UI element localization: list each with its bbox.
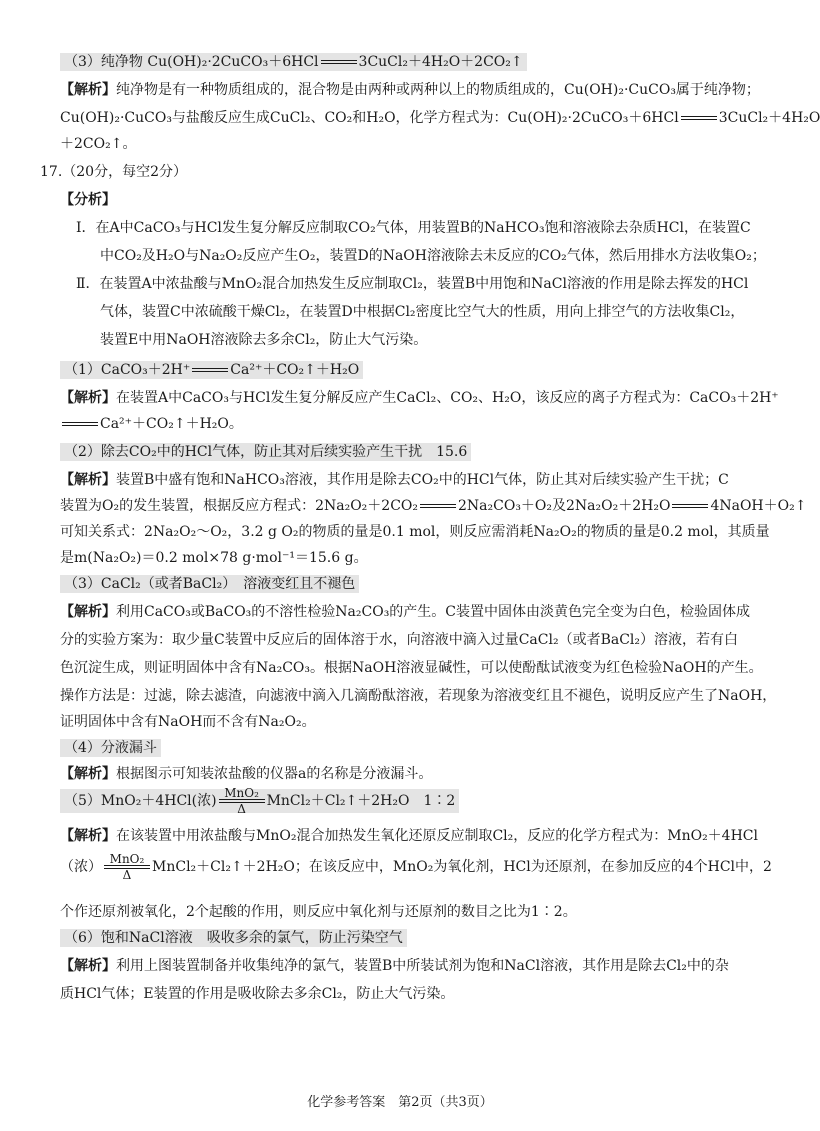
text: 利用CaCO₃或BaCO₃的不溶性检验Na₂CO₃的产生。C装置中固体由淡黄色完全变为白色，检验固体成 <box>116 604 751 620</box>
catalyst-label: MnO₂ <box>109 852 145 866</box>
explanation-17-3-line4 <box>60 686 776 706</box>
equals-sign <box>321 60 357 64</box>
analysis-II-line3 <box>100 330 427 350</box>
explanation-16-3-line2 <box>60 108 820 128</box>
text: 在该装置中用浓盐酸与MnO₂混合加热发生氧化还原反应制取Cl₂，反应的化学方程式为：MnO₂＋4HCl <box>116 828 758 844</box>
explanation-17-1-line2 <box>60 414 243 434</box>
explanation-17-1-line1 <box>60 388 779 408</box>
reaction-condition <box>219 787 265 815</box>
text: 纯净物是有一种物质组成的，混合物是由两种或两种以上的物质组成的，Cu(OH)₂·CuCO₃属于纯净物； <box>116 82 760 98</box>
text: 3CuCl₂＋4H₂O <box>718 110 820 126</box>
jiexi-tag: 【解析】 <box>60 472 116 488</box>
explanation-17-3-line3 <box>60 658 763 678</box>
text: Ca²⁺＋CO₂↑＋H₂O <box>230 362 360 378</box>
answer-17-6 <box>60 928 407 948</box>
analysis-II-line1 <box>76 274 748 294</box>
page-footer: 化学参考答案 第2页（共3页） <box>307 1095 493 1110</box>
equals-sign <box>420 504 456 508</box>
equals-sign <box>192 368 228 372</box>
equation-right: 3CuCl₂＋4H₂O＋2CO₂↑ <box>358 54 523 70</box>
reaction-condition <box>104 853 150 881</box>
explanation-17-6-line2 <box>60 984 454 1004</box>
jiexi-tag: 【解析】 <box>60 958 116 974</box>
answer-17-4 <box>60 738 161 758</box>
explanation-16-3-line1 <box>60 80 760 100</box>
text: 【分析】 <box>60 192 116 208</box>
answer-17-5 <box>60 786 459 816</box>
text: Cu(OH)₂·CuCO₃与盐酸反应生成CuCl₂、CO₂和H₂O，化学方程式为：Cu(OH)₂·2CuCO₃＋6HCl <box>60 110 679 126</box>
text: 装置B中盛有饱和NaHCO₃溶液，其作用是除去CO₂中的HCl气体，防止其对后续实验产生干扰；C <box>116 472 729 488</box>
question-17-header <box>40 162 187 182</box>
explanation-17-3-line1 <box>60 602 750 622</box>
equals-sign <box>62 422 98 426</box>
text: 是m(Na₂O₂)＝0.2 mol×78 g·mol⁻¹＝15.6 g。 <box>60 550 368 566</box>
equation-left: Cu(OH)₂·2CuCO₃＋6HCl <box>147 54 319 70</box>
explanation-17-5-line2 <box>60 852 772 882</box>
heat-symbol: Δ <box>122 868 132 882</box>
text: 分的实验方案为：取少量C装置中反应后的固体溶于水，向溶液中滴入过量CaCl₂（或者BaCl₂）溶液，若有白 <box>60 632 739 648</box>
catalyst-label: MnO₂ <box>224 786 259 800</box>
jiexi-tag: 【解析】 <box>60 390 116 406</box>
jiexi-tag: 【解析】 <box>60 604 116 620</box>
text: 可知关系式：2Na₂O₂～O₂，3.2 g O₂的物质的量是0.1 mol，则反应需消耗Na₂O₂的物质的量是0.2 mol，其质量 <box>60 524 770 540</box>
text: 利用上图装置制备并收集纯净的氯气，装置B中所装试剂为饱和NaCl溶液，其作用是除去Cl₂中的杂 <box>116 958 729 974</box>
analysis-I-line2 <box>100 246 766 266</box>
text: 4NaOH＋O₂↑ <box>710 498 807 514</box>
text: （3）CaCl₂（或者BaCl₂） 溶液变红且不褪色 <box>60 575 359 593</box>
explanation-17-3-line5 <box>60 712 316 732</box>
explanation-17-3-line2 <box>60 630 738 650</box>
heat-symbol: Δ <box>237 802 246 816</box>
text: 证明固体中含有NaOH而不含有Na₂O₂。 <box>60 714 316 730</box>
explanation-17-2-line2 <box>60 496 806 516</box>
answer-17-1 <box>60 360 363 380</box>
explanation-17-5-line3 <box>60 902 577 922</box>
text: Ⅰ．在A中CaCO₃与HCl发生复分解反应制取CO₂气体，用装置B的NaHCO₃饱和溶液除去杂质HCl，在装置C <box>76 220 751 236</box>
text: 色沉淀生成，则证明固体中含有Na₂CO₃。根据NaOH溶液显碱性，可以使酚酞试液变为红色检验NaOH的产生。 <box>60 660 763 676</box>
text: （1）CaCO₃＋2H⁺ <box>64 362 191 378</box>
text: （4）分液漏斗 <box>60 739 161 757</box>
answer-16-3 <box>60 52 527 72</box>
text: MnCl₂＋Cl₂↑＋2H₂O 1∶2 <box>266 793 456 809</box>
jiexi-tag: 【解析】 <box>60 766 116 782</box>
jiexi-tag: 【解析】 <box>60 828 116 844</box>
text: （6）饱和NaCl溶液 吸收多余的氯气，防止污染空气 <box>60 929 407 947</box>
explanation-17-4-line1 <box>60 764 432 784</box>
answer-label: （3）纯净物 <box>64 54 143 70</box>
answer-17-3 <box>60 574 359 594</box>
text: （5）MnO₂＋4HCl(浓) <box>64 793 217 809</box>
text: Ⅱ．在装置A中浓盐酸与MnO₂混合加热发生反应制取Cl₂，装置B中用饱和NaCl溶液的作用是除去挥发的HCl <box>76 276 749 292</box>
text: 装置为O₂的发生装置，根据反应方程式：2Na₂O₂＋2CO₂ <box>60 498 419 514</box>
equals-sign <box>672 504 708 508</box>
text: 气体，装置C中浓硫酸干燥Cl₂，在装置D中根据Cl₂密度比空气大的性质，用向上排空气的方法收集Cl₂， <box>100 304 745 320</box>
text: Ca²⁺＋CO₂↑＋H₂O。 <box>100 416 243 432</box>
text: 2Na₂CO₃＋O₂及2Na₂O₂＋2H₂O <box>458 498 671 514</box>
text: 在装置A中CaCO₃与HCl发生复分解反应产生CaCl₂、CO₂、H₂O，该反应的离子方程式为：CaCO₃＋2H⁺ <box>116 390 779 406</box>
equals-sign <box>681 116 717 120</box>
explanation-16-3-line3 <box>60 134 136 154</box>
text: （2）除去CO₂中的HCl气体，防止其对后续实验产生干扰 15.6 <box>60 443 471 461</box>
text: 操作方法是：过滤，除去滤渣，向滤液中滴入几滴酚酞溶液，若现象为溶液变红且不褪色，说明反应产生了NaOH， <box>60 688 777 704</box>
analysis-tag <box>60 190 116 210</box>
explanation-17-2-line4 <box>60 548 368 568</box>
text: 个作还原剂被氧化，2个起酸的作用，则反应中氧化剂与还原剂的数目之比为1∶2。 <box>60 904 577 920</box>
analysis-I-line1 <box>76 218 751 238</box>
text: MnCl₂＋Cl₂↑＋2H₂O；在该反应中，MnO₂为氧化剂，HCl为还原剂，在参加反应的4个HCl中，2 <box>152 859 772 875</box>
text: 装置E中用NaOH溶液除去多余Cl₂，防止大气污染。 <box>100 332 428 348</box>
jiexi-tag: 【解析】 <box>60 82 116 98</box>
text: （浓） <box>60 859 102 875</box>
analysis-II-line2 <box>100 302 744 322</box>
explanation-17-6-line1 <box>60 956 729 976</box>
text: 质HCl气体；E装置的作用是吸收除去多余Cl₂，防止大气污染。 <box>60 986 455 1002</box>
text: 根据图示可知装浓盐酸的仪器a的名称是分液漏斗。 <box>116 766 433 782</box>
explanation-17-2-line3 <box>60 522 770 542</box>
text: ＋2CO₂↑。 <box>60 136 137 152</box>
text: 17.（20分，每空2分） <box>40 164 187 180</box>
text: 中CO₂及H₂O与Na₂O₂反应产生O₂，装置D的NaOH溶液除去未反应的CO₂气体，然后用排水方法收集O₂； <box>100 248 766 264</box>
explanation-17-2-line1 <box>60 470 729 490</box>
explanation-17-5-line1 <box>60 826 758 846</box>
answer-17-2 <box>60 442 471 462</box>
